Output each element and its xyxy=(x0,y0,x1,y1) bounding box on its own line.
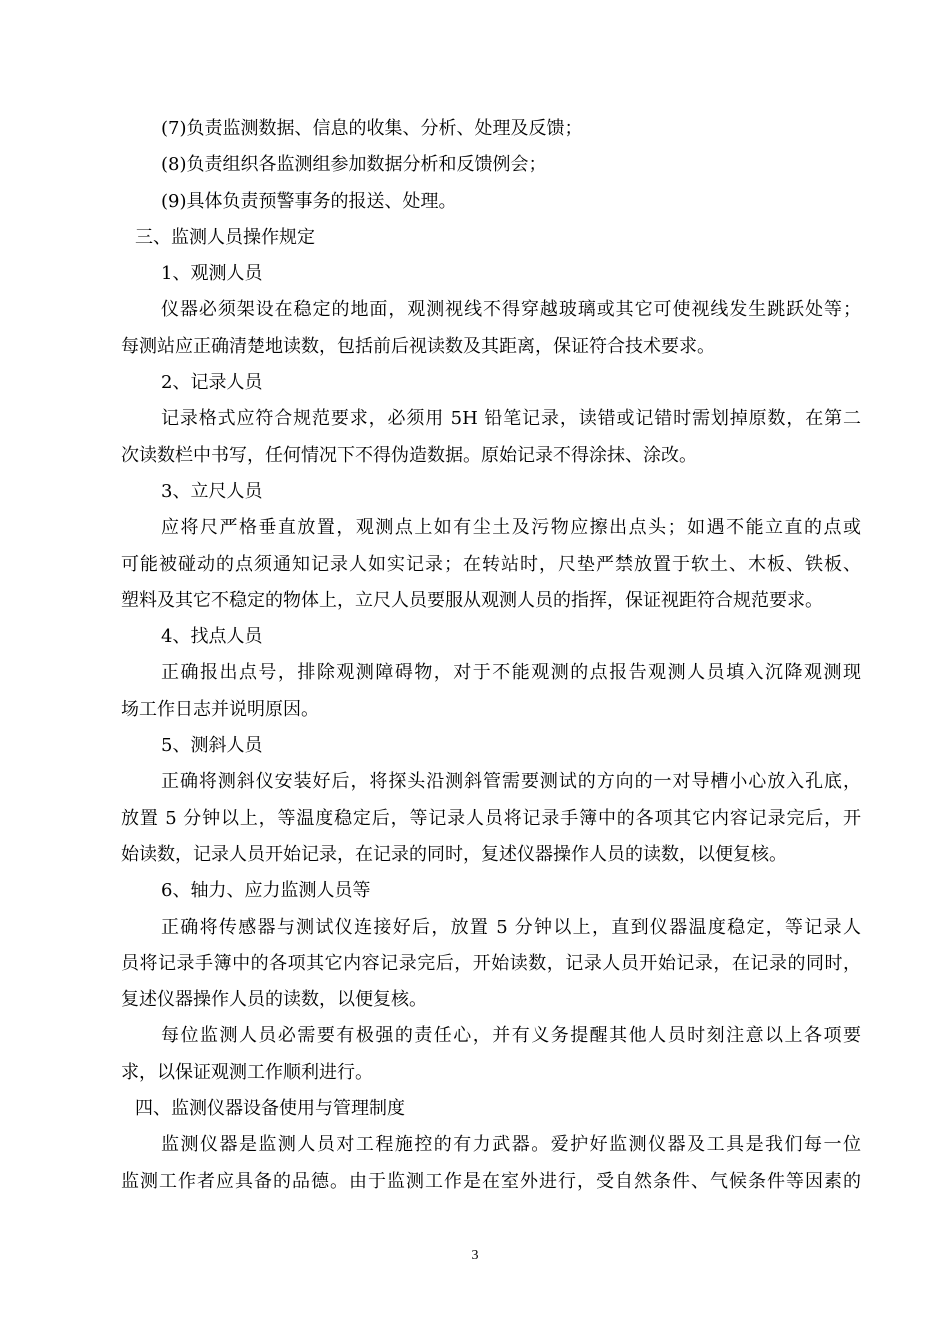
text-line: 记录格式应符合规范要求，必须用 5H 铅笔记录，读错或记错时需划掉原数，在第二 xyxy=(161,408,861,430)
text-line: 员将记录手簿中的各项其它内容记录完后，开始读数，记录人员开始记录，在记录的同时， xyxy=(121,952,861,974)
text-line: 始读数，记录人员开始记录，在记录的同时，复述仪器操作人员的读数，以便复核。 xyxy=(121,843,787,865)
page-number: 3 xyxy=(471,1248,479,1263)
text-line: 3、立尺人员 xyxy=(161,480,263,502)
text-line: 每测站应正确清楚地读数，包括前后视读数及其距离，保证符合技术要求。 xyxy=(121,335,715,357)
text-line: (7)负责监测数据、信息的收集、分析、处理及反馈； xyxy=(161,118,583,139)
text-line: 4、找点人员 xyxy=(161,626,263,648)
text-line: 场工作日志并说明原因。 xyxy=(121,698,319,720)
text-line: 1、观测人员 xyxy=(161,263,263,285)
text-line: 复述仪器操作人员的读数，以便复核。 xyxy=(121,989,427,1011)
text-line: 可能被碰动的点须通知记录人如实记录；在转站时，尺垫严禁放置于软土、木板、铁板、 xyxy=(121,553,861,575)
document-body xyxy=(121,116,861,1205)
text-line: 三、监测人员操作规定 xyxy=(135,226,315,248)
text-line: 6、轴力、应力监测人员等 xyxy=(161,880,371,902)
text-line: 正确将传感器与测试仪连接好后，放置 5 分钟以上，直到仪器温度稳定，等记录人 xyxy=(161,916,861,938)
text-line: 2、记录人员 xyxy=(161,372,263,394)
text-line: 监测仪器是监测人员对工程施控的有力武器。爱护好监测仪器及工具是我们每一位 xyxy=(161,1134,861,1156)
text-line: 监测工作者应具备的品德。由于监测工作是在室外进行，受自然条件、气候条件等因素的 xyxy=(121,1170,861,1192)
text-line: 5、测斜人员 xyxy=(161,735,263,757)
text-line: 正确报出点号，排除观测障碍物，对于不能观测的点报告观测人员填入沉降观测现 xyxy=(161,662,861,684)
text-line: 求，以保证观测工作顺利进行。 xyxy=(121,1061,373,1083)
text-line: 应将尺严格垂直放置，观测点上如有尘土及污物应擦出点头；如遇不能立直的点或 xyxy=(161,517,861,539)
text-line: 正确将测斜仪安装好后，将探头沿测斜管需要测试的方向的一对导槽小心放入孔底， xyxy=(161,771,861,793)
text-line: 仪器必须架设在稳定的地面，观测视线不得穿越玻璃或其它可使视线发生跳跃处等； xyxy=(161,299,861,321)
text-line: (8)负责组织各监测组参加数据分析和反馈例会； xyxy=(161,154,547,176)
text-line: 放置 5 分钟以上，等温度稳定后，等记录人员将记录手簿中的各项其它内容记录完后，开 xyxy=(121,807,861,829)
text-line: 塑料及其它不稳定的物体上，立尺人员要服从观测人员的指挥，保证视距符合规范要求。 xyxy=(121,589,823,611)
text-line: 次读数栏中书写，任何情况下不得伪造数据。原始记录不得涂抹、涂改。 xyxy=(121,444,697,466)
text-line: 四、监测仪器设备使用与管理制度 xyxy=(135,1098,405,1120)
text-line: (9)具体负责预警事务的报送、处理。 xyxy=(161,190,457,212)
text-line: 每位监测人员必需要有极强的责任心，并有义务提醒其他人员时刻注意以上各项要 xyxy=(161,1025,861,1047)
